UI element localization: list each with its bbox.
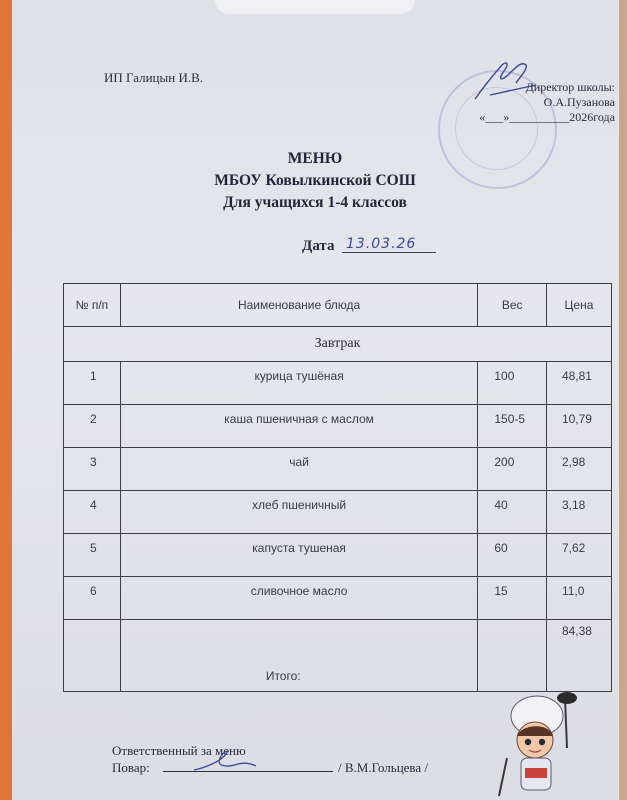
row-dish: капуста тушеная (120, 534, 478, 577)
title-school: МБОУ Ковылкинской СОШ (214, 172, 416, 189)
sheet-protector-clip (215, 0, 415, 14)
col-dish: Наименование блюда (120, 284, 478, 327)
date-label: Дата (302, 238, 335, 254)
table-row (64, 362, 612, 405)
background-edge-right (619, 0, 627, 800)
row-number: 1 (64, 362, 121, 405)
total-empty-weight (478, 620, 547, 692)
cook-name: / В.М.Гольцева / (338, 760, 429, 775)
director-title: Директор школы: (525, 80, 615, 94)
row-weight: 15 (478, 577, 547, 620)
row-price: 2,98 (546, 448, 611, 491)
document-title (12, 148, 618, 214)
chef-mascot-icon (495, 688, 590, 800)
total-empty-cell (64, 620, 121, 692)
row-price: 3,18 (546, 491, 611, 534)
row-price: 7,62 (546, 534, 611, 577)
cook-label: Повар: (112, 760, 150, 775)
row-number: 5 (64, 534, 121, 577)
section-breakfast: Завтрак (64, 327, 612, 362)
title-menu: МЕНЮ (287, 150, 343, 167)
director-approval (475, 80, 615, 125)
row-dish: хлеб пшеничный (120, 491, 478, 534)
row-weight: 200 (478, 448, 547, 491)
row-dish: курица тушёная (120, 362, 478, 405)
col-price: Цена (546, 284, 611, 327)
table-row (64, 405, 612, 448)
row-dish: каша пшеничная с маслом (120, 405, 478, 448)
row-dish: сливочное масло (120, 577, 478, 620)
row-price: 48,81 (546, 362, 611, 405)
menu-table (63, 283, 612, 692)
section-row (64, 327, 612, 362)
table-row (64, 534, 612, 577)
vendor-name: ИП Галицын И.В. (104, 70, 204, 85)
cook-signature (190, 748, 260, 776)
total-row (64, 620, 612, 692)
table-row (64, 448, 612, 491)
director-date: «___»__________2026года (479, 110, 615, 124)
col-number: № п/п (64, 284, 121, 327)
table-header (64, 284, 612, 327)
row-weight: 150-5 (478, 405, 547, 448)
date-value: 13.03.26 (342, 236, 436, 253)
responsible-label: Ответственный за меню (112, 743, 246, 758)
total-label: Итого: (120, 620, 478, 692)
row-price: 11,0 (546, 577, 611, 620)
total-value: 84,38 (546, 620, 611, 692)
row-number: 3 (64, 448, 121, 491)
row-number: 6 (64, 577, 121, 620)
table-row (64, 577, 612, 620)
row-number: 2 (64, 405, 121, 448)
row-weight: 60 (478, 534, 547, 577)
row-price: 10,79 (546, 405, 611, 448)
row-dish: чай (120, 448, 478, 491)
row-weight: 40 (478, 491, 547, 534)
col-weight: Вес (478, 284, 547, 327)
row-weight: 100 (478, 362, 547, 405)
director-name: О.А.Пузанова (543, 95, 615, 109)
table-row (64, 491, 612, 534)
title-grades: Для учащихся 1-4 классов (223, 194, 407, 211)
row-number: 4 (64, 491, 121, 534)
